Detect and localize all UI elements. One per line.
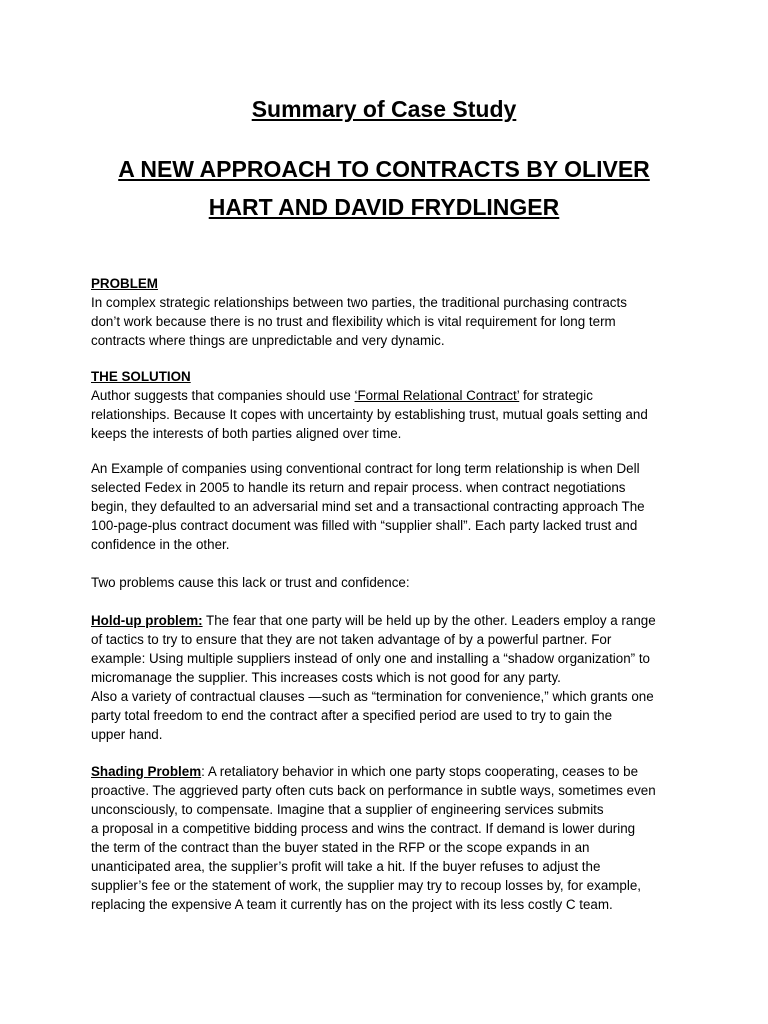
shading-line-1-rest: : A retaliatory behavior in which one party stops cooperating, ceases to be: [201, 764, 639, 779]
formal-relational-contract-term: ‘Formal Relational Contract’: [354, 388, 520, 403]
problem-heading: PROBLEM: [91, 276, 158, 291]
problem-line: don’t work because there is no trust and flexibility which is vital requirement for long term: [91, 314, 616, 329]
subtitle-line-2: HART AND DAVID FRYDLINGER: [208, 194, 560, 220]
example-line: 100-page-plus contract document was filled with “supplier shall”. Each party lacked trust and: [91, 518, 638, 533]
shading-line: proactive. The aggrieved party often cuts back on performance in subtle ways, sometimes even: [91, 783, 656, 798]
solution-line-1: [91, 386, 691, 405]
holdup-line-1: [91, 611, 691, 630]
two-problems-paragraph: [91, 573, 691, 592]
holdup-section: [91, 611, 691, 744]
shading-section: [91, 762, 691, 914]
shading-heading: Shading Problem: [91, 764, 202, 779]
two-problems-text: Two problems cause this lack or trust and confidence:: [91, 575, 410, 590]
document-title: Summary of Case Study: [251, 96, 517, 122]
solution-heading: THE SOLUTION: [91, 369, 191, 384]
shading-line: unanticipated area, the supplier’s profit will take a hit. If the buyer refuses to adjust the: [91, 859, 601, 874]
holdup-line: of tactics to try to ensure that they are not taken advantage of by a powerful partner. For: [91, 632, 612, 647]
example-line: selected Fedex in 2005 to handle its return and repair process. when contract negotiations: [91, 480, 626, 495]
shading-line: replacing the expensive A team it currently has on the project with its less costly C team.: [91, 897, 613, 912]
solution-line: relationships. Because It copes with uncertainty by establishing trust, mutual goals setting and: [91, 407, 648, 422]
shading-line: unconsciously, to compensate. Imagine that a supplier of engineering services submits: [91, 802, 604, 817]
solution-line-1-prefix: Author suggests that companies should use: [91, 388, 355, 403]
document-subtitle: [0, 150, 768, 226]
problem-line: In complex strategic relationships between two parties, the traditional purchasing contracts: [91, 295, 627, 310]
shading-line: the term of the contract than the buyer stated in the RFP or the scope expands in an: [91, 840, 590, 855]
example-line: confidence in the other.: [91, 537, 230, 552]
solution-section: [91, 367, 691, 443]
shading-line: a proposal in a competitive bidding process and wins the contract. If demand is lower during: [91, 821, 636, 836]
holdup-line: micromanage the supplier. This increases costs which is not good for any party.: [91, 670, 561, 685]
holdup-line: upper hand.: [91, 727, 163, 742]
problem-section: [91, 274, 691, 350]
subtitle-line-1: A NEW APPROACH TO CONTRACTS BY OLIVER: [118, 156, 650, 182]
shading-line-1: [91, 762, 691, 781]
solution-line-1-suffix: for strategic: [519, 388, 593, 403]
holdup-line-1-rest: The fear that one party will be held up by the other. Leaders employ a range: [202, 613, 656, 628]
example-paragraph: [91, 459, 691, 554]
holdup-heading: Hold-up problem:: [91, 613, 203, 628]
example-line: An Example of companies using conventional contract for long term relationship is when Dell: [91, 461, 640, 476]
shading-line: supplier’s fee or the statement of work, the supplier may try to recoup losses by, for example,: [91, 878, 642, 893]
holdup-line: party total freedom to end the contract after a specified period are used to try to gain the: [91, 708, 613, 723]
problem-line: contracts where things are unpredictable and very dynamic.: [91, 333, 445, 348]
holdup-line: Also a variety of contractual clauses —such as “termination for convenience,” which grants one: [91, 689, 654, 704]
solution-line: keeps the interests of both parties aligned over time.: [91, 426, 402, 441]
example-line: begin, they defaulted to an adversarial mind set and a transactional contracting approach The: [91, 499, 645, 514]
holdup-line: example: Using multiple suppliers instead of only one and installing a “shadow organization” to: [91, 651, 651, 666]
